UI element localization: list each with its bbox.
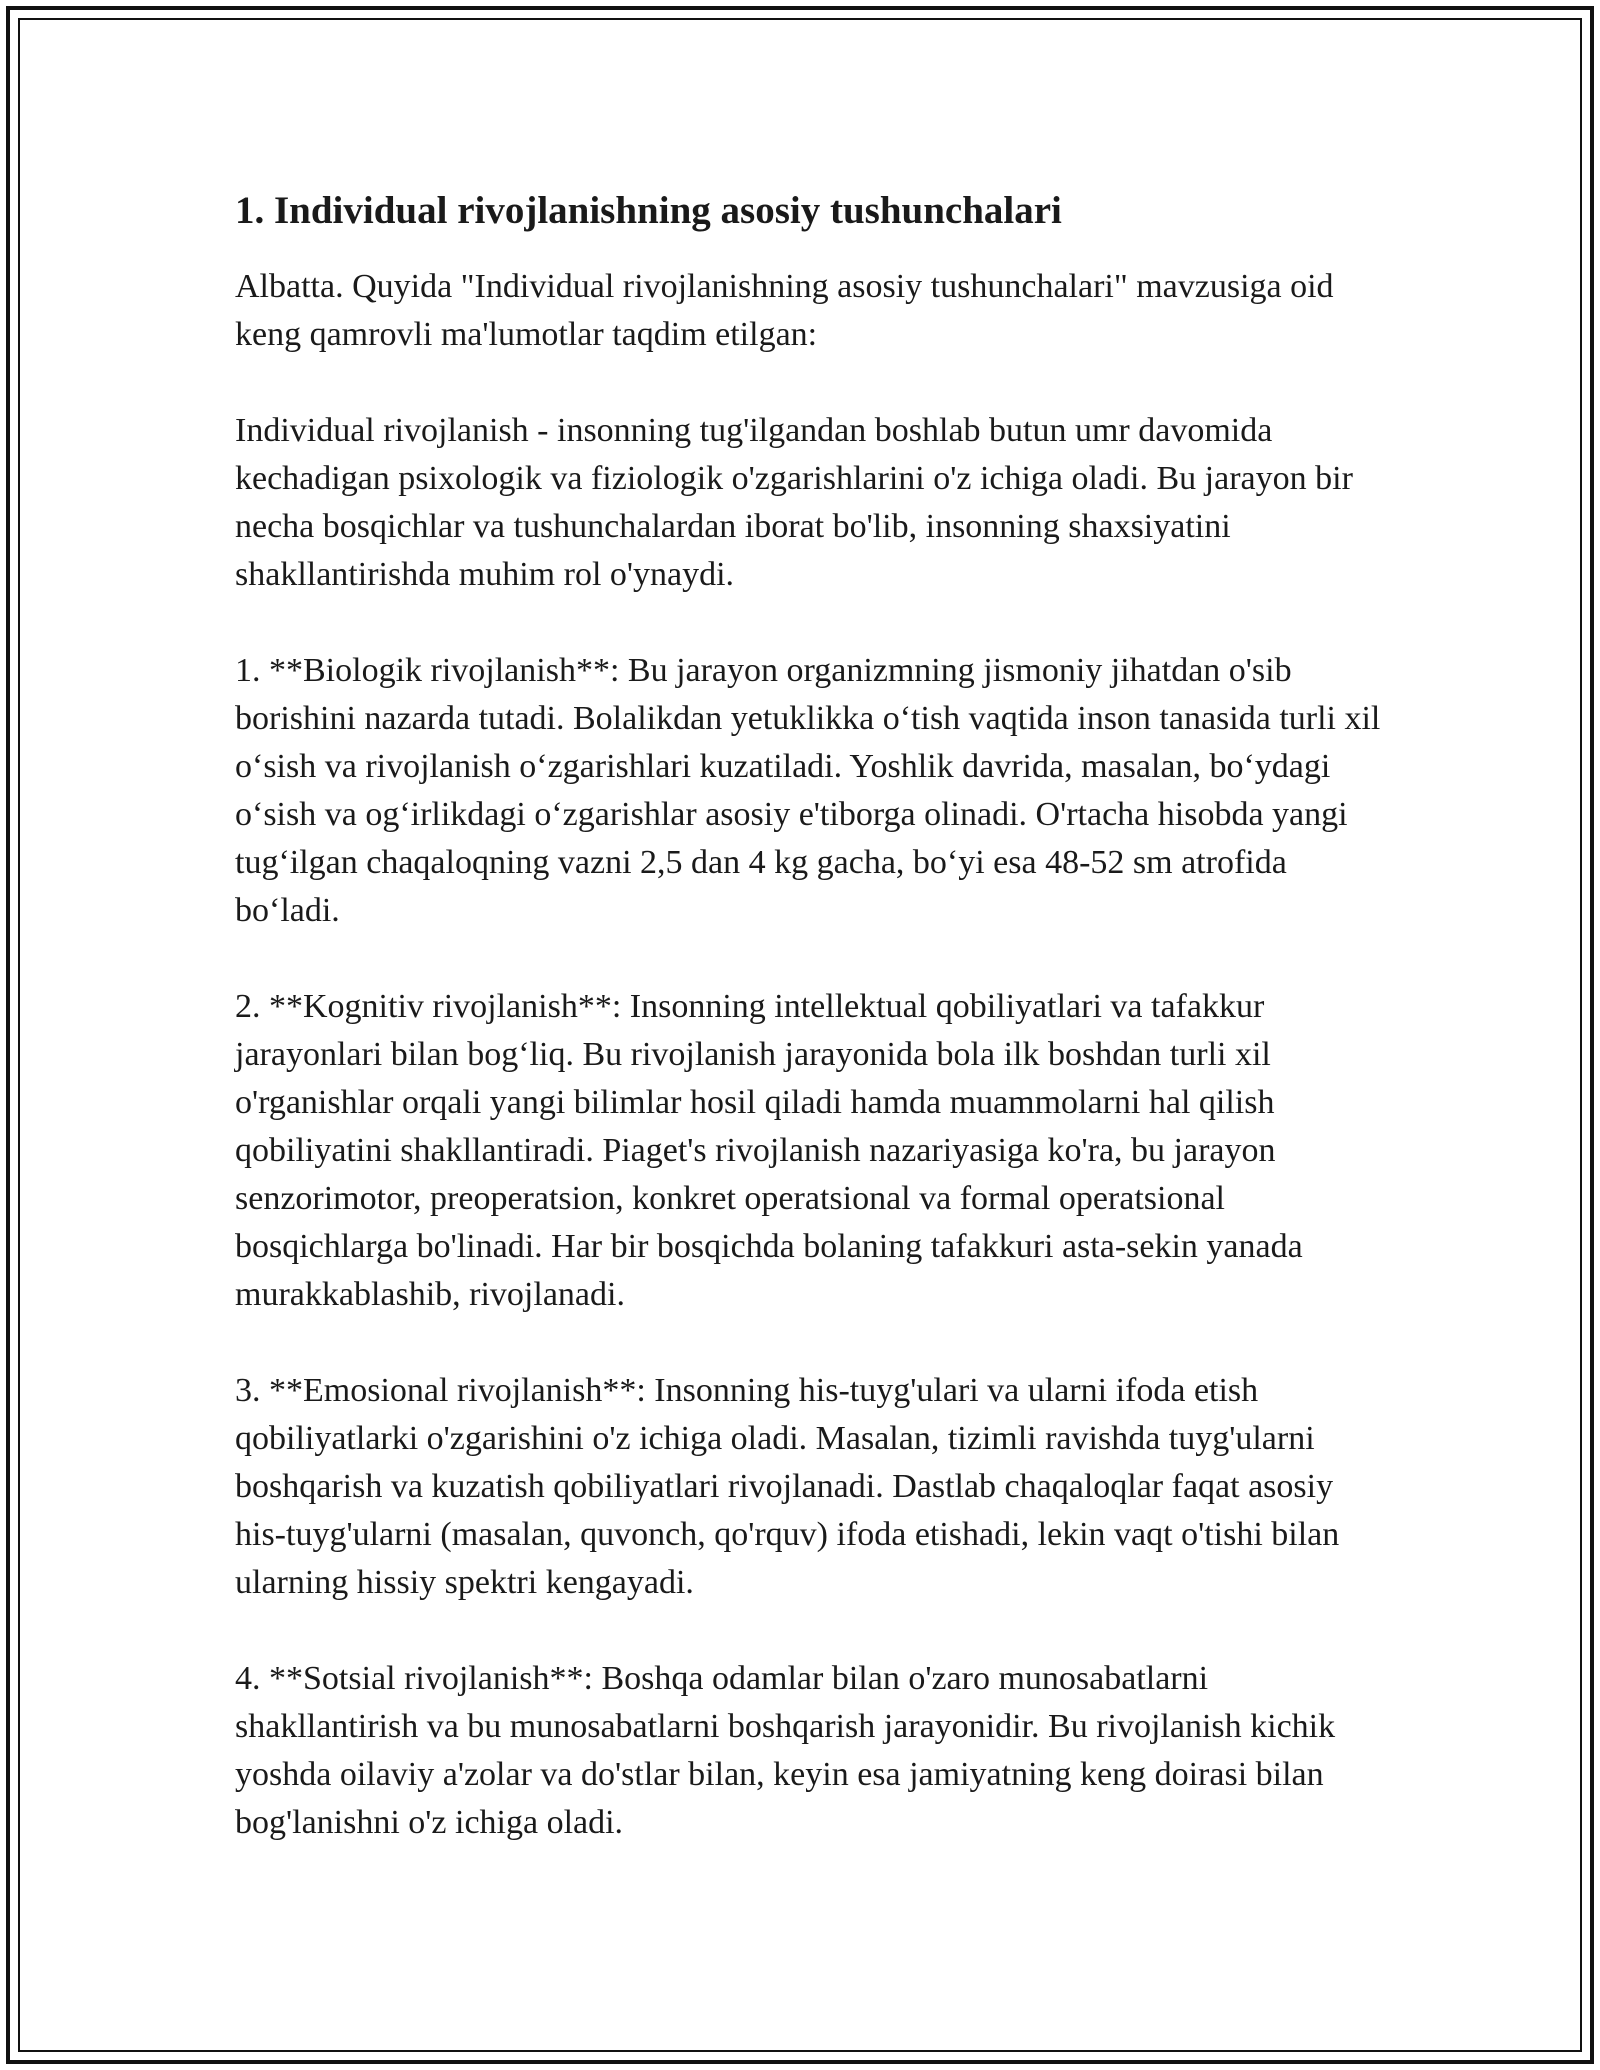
definition-paragraph: Individual rivojlanish - insonning tug'ilgandan boshlab butun umr davomida kechadigan psixologik va fiziologik o'zgarishlarini o'z ichiga oladi. Bu jarayon bir necha bosqichlar va tushunchalardan iborat bo'lib, insonning shaxsiyatini shakllantirishda muhim rol o'ynaydi. [235, 411, 1353, 593]
document-body [235, 188, 1385, 1895]
biological-development-paragraph: 1. **Biologik rivojlanish**: Bu jarayon organizmning jismoniy jihatdan o'sib borishini nazarda tutadi. Bolalikdan yetuklikka oʻtish vaqtida inson tanasida turli xil oʻsish va rivojlanish oʻzgarishlari kuzatiladi. Yoshlik davrida, masalan, boʻydagi oʻsish va ogʻirlikdagi oʻzgarishlar asosiy e'tiborga olinadi. O'rtacha hisobda yangi tugʻilgan chaqaloqning vazni 2,5 dan 4 kg gacha, boʻyi esa 48-52 sm atrofida boʻladi. [235, 651, 1381, 929]
intro-paragraph: Albatta. Quyida "Individual rivojlanishning asosiy tushunchalari" mavzusiga oid keng qamrovli ma'lumotlar taqdim etilgan: [235, 267, 1334, 353]
social-development-paragraph: 4. **Sotsial rivojlanish**: Boshqa odamlar bilan o'zaro munosabatlarni shakllantirish va bu munosabatlarni boshqarish jarayonidir. Bu rivojlanish kichik yoshda oilaviy a'zolar va do'stlar bilan, keyin esa jamiyatning keng doirasi bilan bog'lanishni o'z ichiga oladi. [235, 1659, 1336, 1841]
section-heading: 1. Individual rivojlanishning asosiy tushunchalari [235, 189, 1062, 232]
cognitive-development-paragraph: 2. **Kognitiv rivojlanish**: Insonning intellektual qobiliyatlari va tafakkur jarayonlari bilan bogʻliq. Bu rivojlanish jarayonida bola ilk boshdan turli xil o'rganishlar orqali yangi bilimlar hosil qiladi hamda muammolarni hal qilish qobiliyatini shakllantiradi. Piaget's rivojlanish nazariyasiga ko'ra, bu jarayon senzorimotor, preoperatsion, konkret operatsional va formal operatsional bosqichlarga bo'linadi. Har bir bosqichda bolaning tafakkuri asta-sekin yanada murakkablashib, rivojlanadi. [235, 987, 1303, 1313]
emotional-development-paragraph: 3. **Emosional rivojlanish**: Insonning his-tuyg'ulari va ularni ifoda etish qobiliyatlarki o'zgarishini o'z ichiga oladi. Masalan, tizimli ravishda tuyg'ularni boshqarish va kuzatish qobiliyatlari rivojlanadi. Dastlab chaqaloqlar faqat asosiy his-tuyg'ularni (masalan, quvonch, qo'rquv) ifoda etishadi, lekin vaqt o'tishi bilan ularning hissiy spektri kengayadi. [235, 1371, 1340, 1601]
